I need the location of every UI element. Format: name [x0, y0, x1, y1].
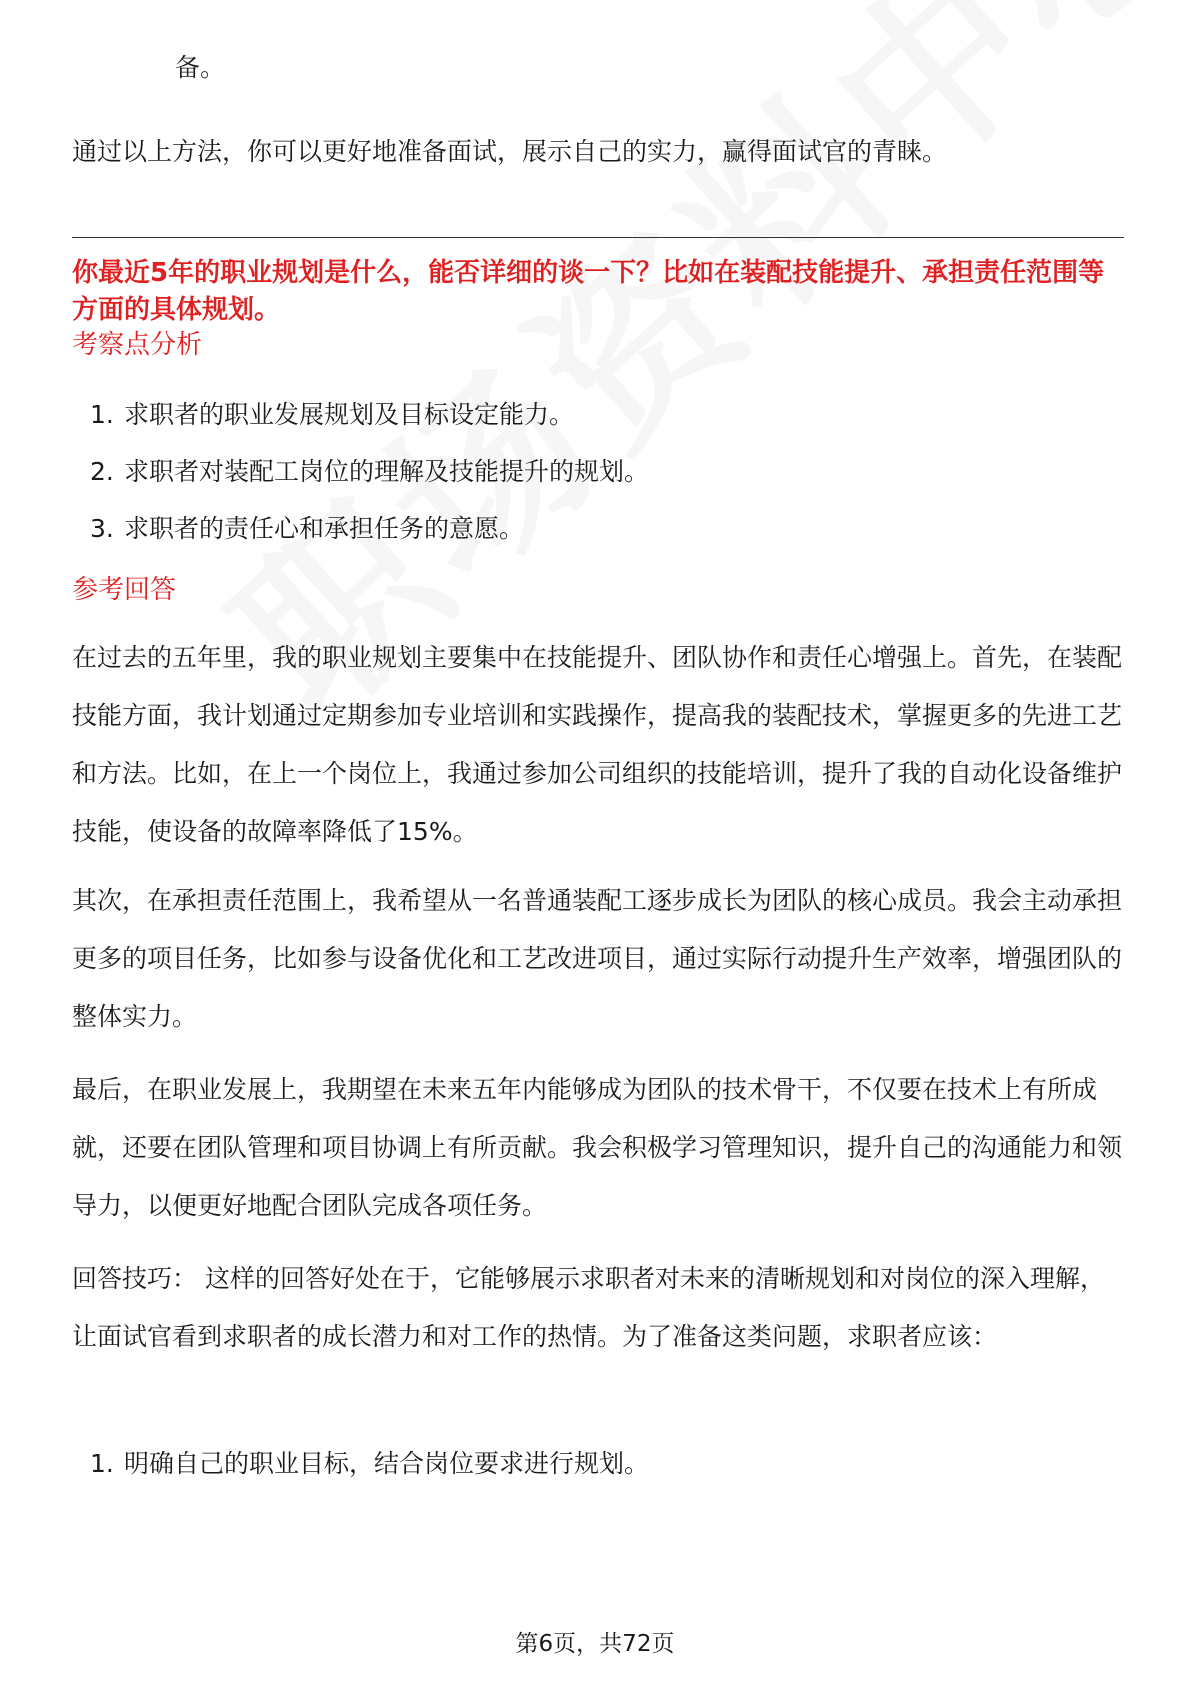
analysis-heading: 考察点分析 [72, 330, 203, 360]
answer-paragraph-2: 其次，在承担责任范围上，我希望从一名普通装配工逐步成长为团队的核心成员。我会主动承担更多的项目任务，比如参与设备优化和工艺改进项目，通过实际行动提升生产效率，增强团队的整体实力。 [72, 886, 1123, 1031]
list-item-number: 2. [90, 457, 114, 486]
list-item-text: 求职者的责任心和承担任务的意愿。 [124, 514, 525, 543]
tips-list [90, 1444, 649, 1501]
list-item [90, 395, 649, 452]
summary-paragraph: 通过以上方法，你可以更好地准备面试，展示自己的实力，赢得面试官的青睐。 [72, 137, 948, 166]
list-item-number: 1. [90, 400, 114, 429]
continuation-text: 备。 [175, 53, 226, 82]
list-item [90, 509, 649, 566]
list-item-text: 求职者的职业发展规划及目标设定能力。 [124, 400, 575, 429]
answer-paragraph-1: 在过去的五年里，我的职业规划主要集中在技能提升、团队协作和责任心增强上。首先，在装配技能方面，我计划通过定期参加专业培训和实践操作，提高我的装配技术，掌握更多的先进工艺和方法。比如，在上一个岗位上，我通过参加公司组织的技能培训，提升了我的自动化设备维护技能，使设备的故障率降低了15%。 [72, 643, 1123, 846]
section-divider [72, 237, 1124, 238]
list-item [90, 452, 649, 509]
question-heading: 你最近5年的职业规划是什么，能否详细的谈一下？比如在装配技能提升、承担责任范围等方面的具体规划。 [72, 258, 1105, 325]
list-item-text: 求职者对装配工岗位的理解及技能提升的规划。 [124, 457, 650, 486]
page-footer: 第6页，共72页 [515, 1631, 675, 1657]
list-item-number: 1. [90, 1449, 114, 1478]
answer-heading: 参考回答 [72, 575, 177, 605]
analysis-list [90, 395, 649, 566]
tips-paragraph: 回答技巧： 这样的回答好处在于，它能够展示求职者对未来的清晰规划和对岗位的深入理解，让面试官看到求职者的成长潜力和对工作的热情。为了准备这类问题，求职者应该： [72, 1264, 1105, 1351]
list-item-text: 明确自己的职业目标，结合岗位要求进行规划。 [124, 1449, 650, 1478]
list-item [90, 1444, 649, 1501]
list-item-number: 3. [90, 514, 114, 543]
answer-paragraph-3: 最后，在职业发展上，我期望在未来五年内能够成为团队的技术骨干，不仅要在技术上有所成就，还要在团队管理和项目协调上有所贡献。我会积极学习管理知识，提升自己的沟通能力和领导力，以便更好地配合团队完成各项任务。 [72, 1075, 1123, 1220]
